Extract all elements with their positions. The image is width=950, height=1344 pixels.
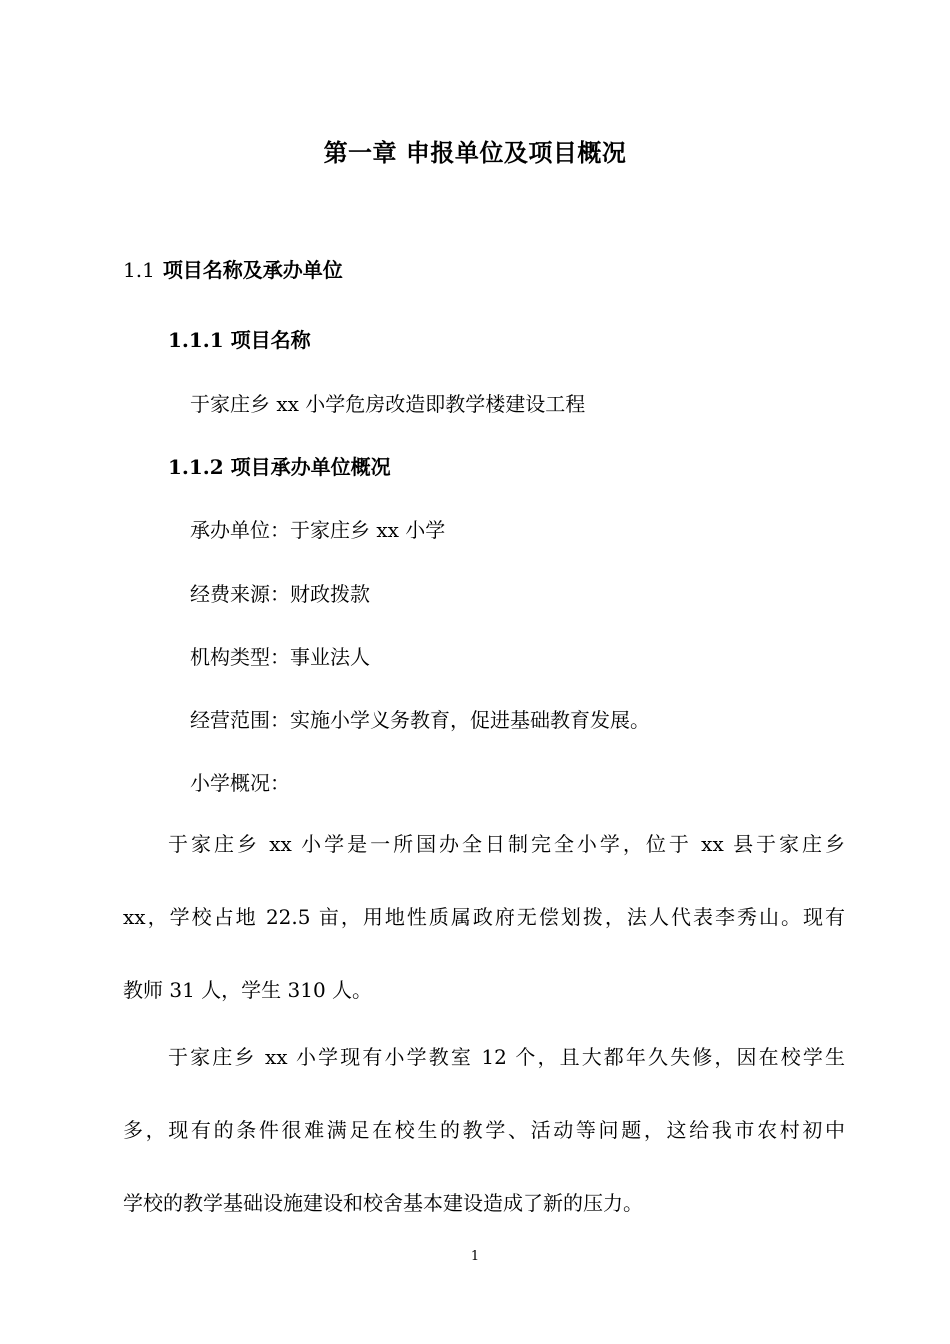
- paragraph-line: 多，现有的条件很难满足在校生的教学、活动等问题，这给我市农村初中: [123, 1118, 845, 1142]
- section-title: 项目名称及承办单位: [162, 258, 343, 282]
- paragraph-line: xx，学校占地 22.5 亩，用地性质属政府无偿划拨，法人代表李秀山。现有: [123, 905, 845, 929]
- info-line-funding-source: 经费来源：财政拨款: [190, 582, 370, 606]
- page-number: 1: [470, 1249, 480, 1264]
- info-line-business-scope: 经营范围：实施小学义务教育，促进基础教育发展。: [190, 708, 650, 732]
- project-name-text: 于家庄乡 xx 小学危房改造即教学楼建设工程: [190, 392, 586, 416]
- paragraph-line: 学校的教学基础设施建设和校舍基本建设造成了新的压力。: [123, 1191, 643, 1215]
- info-line-school-overview-label: 小学概况：: [190, 771, 290, 795]
- paragraph-line: 于家庄乡 xx 小学现有小学教室 12 个，且大都年久失修，因在校学生: [168, 1045, 845, 1069]
- paragraph-line: 于家庄乡 xx 小学是一所国办全日制完全小学，位于 xx 县于家庄乡: [168, 832, 845, 856]
- subsection-heading-1-1-1: 1.1.1 项目名称: [168, 328, 311, 352]
- info-line-undertaking-unit: 承办单位：于家庄乡 xx 小学: [190, 518, 446, 542]
- section-heading-1-1: [123, 254, 343, 283]
- section-number: 1.1: [123, 258, 155, 282]
- info-line-organization-type: 机构类型：事业法人: [190, 645, 370, 669]
- subsection-heading-1-1-2: 1.1.2 项目承办单位概况: [168, 455, 391, 479]
- paragraph-line: 教师 31 人，学生 310 人。: [123, 978, 373, 1002]
- chapter-title: 第一章 申报单位及项目概况: [323, 138, 627, 167]
